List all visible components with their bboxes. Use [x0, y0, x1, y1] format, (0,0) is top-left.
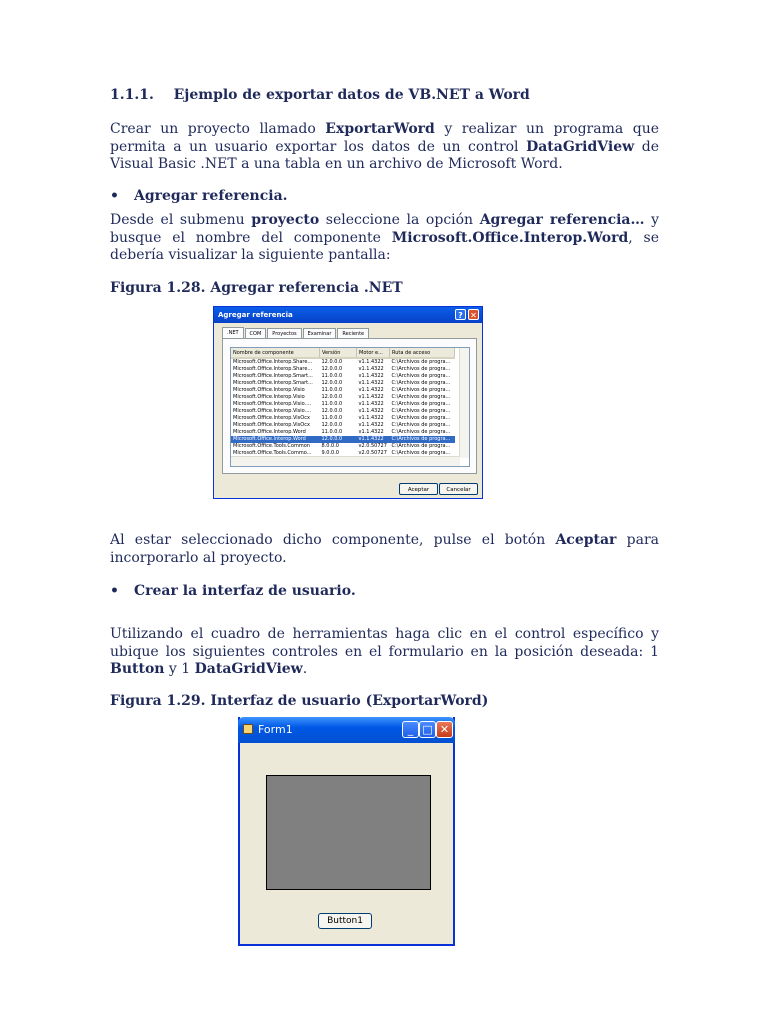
table-cell: v1.1.4322	[358, 394, 384, 400]
datagridview[interactable]	[266, 775, 431, 890]
table-cell: Microsoft.Office.Interop.Visio....	[233, 401, 311, 407]
form-icon	[243, 724, 253, 734]
table-cell: Microsoft.Office.Interop.Visio....	[233, 408, 311, 414]
table-cell: 12.0.0.0	[321, 366, 343, 372]
table-cell: 11.0.0.0	[321, 415, 343, 421]
table-cell: 12.0.0.0	[321, 422, 343, 428]
table-row[interactable]	[231, 415, 455, 422]
table-cell: C:\Archivos de progra...	[391, 422, 451, 428]
button1[interactable]: Button1	[318, 913, 372, 929]
table-cell: Microsoft.Office.Interop.VisOcx	[233, 415, 310, 421]
table-cell: v2.0.50727	[358, 450, 387, 456]
figure-caption-2: Figura 1.29. Interfaz de usuario (ExportarWord)	[110, 693, 489, 709]
table-cell: v1.1.4322	[358, 429, 384, 435]
table-cell: C:\Archivos de progra...	[391, 415, 451, 421]
column-header-runtime[interactable]: Motor e...	[357, 348, 390, 358]
section-heading	[110, 87, 530, 103]
cancel-button[interactable]: Cancelar	[439, 483, 478, 495]
table-row[interactable]	[231, 443, 455, 450]
table-row[interactable]	[231, 373, 455, 380]
table-row[interactable]	[231, 422, 455, 429]
table-cell: v1.1.4322	[358, 408, 384, 414]
table-row[interactable]	[231, 387, 455, 394]
table-cell: C:\Archivos de progra...	[391, 450, 451, 456]
table-cell: C:\Archivos de progra...	[391, 394, 451, 400]
minimize-icon[interactable]: _	[402, 721, 419, 738]
table-cell: 8.0.0.0	[321, 443, 339, 449]
close-icon[interactable]: ✕	[468, 309, 479, 320]
table-cell: 11.0.0.0	[321, 387, 343, 393]
table-row[interactable]	[231, 380, 455, 387]
table-cell: v1.1.4322	[358, 359, 384, 365]
table-cell: Microsoft.Office.Interop.Share...	[233, 366, 313, 372]
table-row[interactable]	[231, 436, 455, 443]
table-cell: 11.0.0.0	[321, 373, 343, 379]
table-cell: v1.1.4322	[358, 401, 384, 407]
column-header-name[interactable]: Nombre de componente	[231, 348, 320, 358]
table-cell: v1.1.4322	[358, 380, 384, 386]
table-cell: Microsoft.Office.Interop.Visio	[233, 387, 305, 393]
bullet-agregar-referencia: • Agregar referencia.	[110, 188, 288, 204]
table-cell: C:\Archivos de progra...	[391, 387, 451, 393]
form-title: Form1	[258, 723, 293, 736]
dialog-title: Agregar referencia	[218, 311, 293, 319]
table-cell: Microsoft.Office.Interop.Visio	[233, 394, 305, 400]
maximize-icon[interactable]: □	[419, 721, 436, 738]
table-row[interactable]	[231, 366, 455, 373]
toolbox-paragraph: Utilizando el cuadro de herramientas haga clic en el control específico y ubique los siguientes controles en el formulario en la posición deseada: 1 Button y 1 DataGridView.	[110, 626, 659, 677]
table-cell: v1.1.4322	[357, 436, 390, 443]
tab-proyectos[interactable]: Proyectos	[267, 328, 301, 339]
table-cell: Microsoft.Office.Interop.Smart...	[233, 380, 313, 386]
table-cell: C:\Archivos de progra...	[391, 443, 451, 449]
dialog-titlebar	[214, 307, 482, 323]
horizontal-scrollbar[interactable]	[231, 456, 460, 466]
table-cell: Microsoft.Office.Interop.Share...	[233, 359, 313, 365]
table-cell: C:\Archivos de progra...	[390, 436, 455, 443]
table-cell: C:\Archivos de progra...	[391, 408, 451, 414]
intro-paragraph: Crear un proyecto llamado ExportarWord y realizar un programa que permita a un usuario exportar los datos de un control DataGridView de Visual Basic .NET a una tabla en un archivo de Microsoft Word.	[110, 121, 659, 172]
table-cell: C:\Archivos de progra...	[391, 373, 451, 379]
table-cell: 9.0.0.0	[321, 450, 339, 456]
table-cell: 12.0.0.0	[321, 359, 343, 365]
table-row[interactable]	[231, 358, 455, 366]
section-number: 1.1.1.	[110, 87, 154, 103]
table-cell: Microsoft.Office.Tools.Commo...	[233, 450, 312, 456]
table-row[interactable]	[231, 401, 455, 408]
table-cell: 12.0.0.0	[321, 394, 343, 400]
instructions-paragraph: Desde el submenu proyecto seleccione la opción Agregar referencia… y busque el nombre del componente Microsoft.Office.Interop.Word, se debería visualizar la siguiente pantalla:	[110, 212, 659, 263]
accept-paragraph: Al estar seleccionado dicho componente, pulse el botón Aceptar para incorporarlo al proyecto.	[110, 532, 659, 566]
table-cell: v1.1.4322	[358, 415, 384, 421]
vertical-scrollbar[interactable]	[459, 348, 469, 458]
component-list[interactable]	[230, 347, 470, 467]
close-icon[interactable]: ✕	[436, 721, 453, 738]
add-reference-dialog	[213, 306, 483, 499]
table-cell: 12.0.0.0	[321, 380, 343, 386]
section-title: Ejemplo de exportar datos de VB.NET a Word	[173, 87, 530, 103]
table-cell: 12.0.0.0	[321, 408, 343, 414]
tab-examinar[interactable]: Examinar	[303, 328, 337, 339]
tab-reciente[interactable]: Reciente	[337, 328, 369, 339]
table-cell: v1.1.4322	[358, 387, 384, 393]
table-row[interactable]	[231, 408, 455, 415]
table-cell: C:\Archivos de progra...	[391, 380, 451, 386]
table-cell: 11.0.0.0	[321, 429, 343, 435]
column-header-version[interactable]: Versión	[320, 348, 357, 358]
table-cell: C:\Archivos de progra...	[391, 359, 451, 365]
table-cell: Microsoft.Office.Tools.Common	[233, 443, 310, 449]
table-cell: v1.1.4322	[358, 422, 384, 428]
help-icon[interactable]: ?	[455, 309, 466, 320]
figure-caption-1: Figura 1.28. Agregar referencia .NET	[110, 280, 403, 296]
table-cell: v1.1.4322	[358, 366, 384, 372]
table-cell: v1.1.4322	[358, 373, 384, 379]
table-cell: 12.0.0.0	[320, 436, 357, 443]
table-cell: Microsoft.Office.Interop.Word	[231, 436, 320, 443]
column-header-path[interactable]: Ruta de acceso	[390, 348, 455, 358]
accept-button[interactable]: Aceptar	[399, 483, 438, 495]
form1-window	[238, 717, 455, 946]
table-cell: Microsoft.Office.Interop.Smart...	[233, 373, 313, 379]
table-cell: C:\Archivos de progra...	[391, 401, 451, 407]
table-cell: 11.0.0.0	[321, 401, 343, 407]
table-cell: C:\Archivos de progra...	[391, 366, 451, 372]
table-row[interactable]	[231, 429, 455, 436]
tab-net[interactable]: .NET	[222, 327, 244, 339]
bullet-crear-interfaz: • Crear la interfaz de usuario.	[110, 583, 356, 599]
tab-com[interactable]: COM	[245, 328, 267, 339]
table-row[interactable]	[231, 394, 455, 401]
table-cell: Microsoft.Office.Interop.VisOcx	[233, 422, 310, 428]
form-titlebar	[238, 717, 455, 743]
table-cell: Microsoft.Office.Interop.Word	[233, 429, 306, 435]
table-cell: C:\Archivos de progra...	[391, 429, 451, 435]
table-cell: v2.0.50727	[358, 443, 387, 449]
